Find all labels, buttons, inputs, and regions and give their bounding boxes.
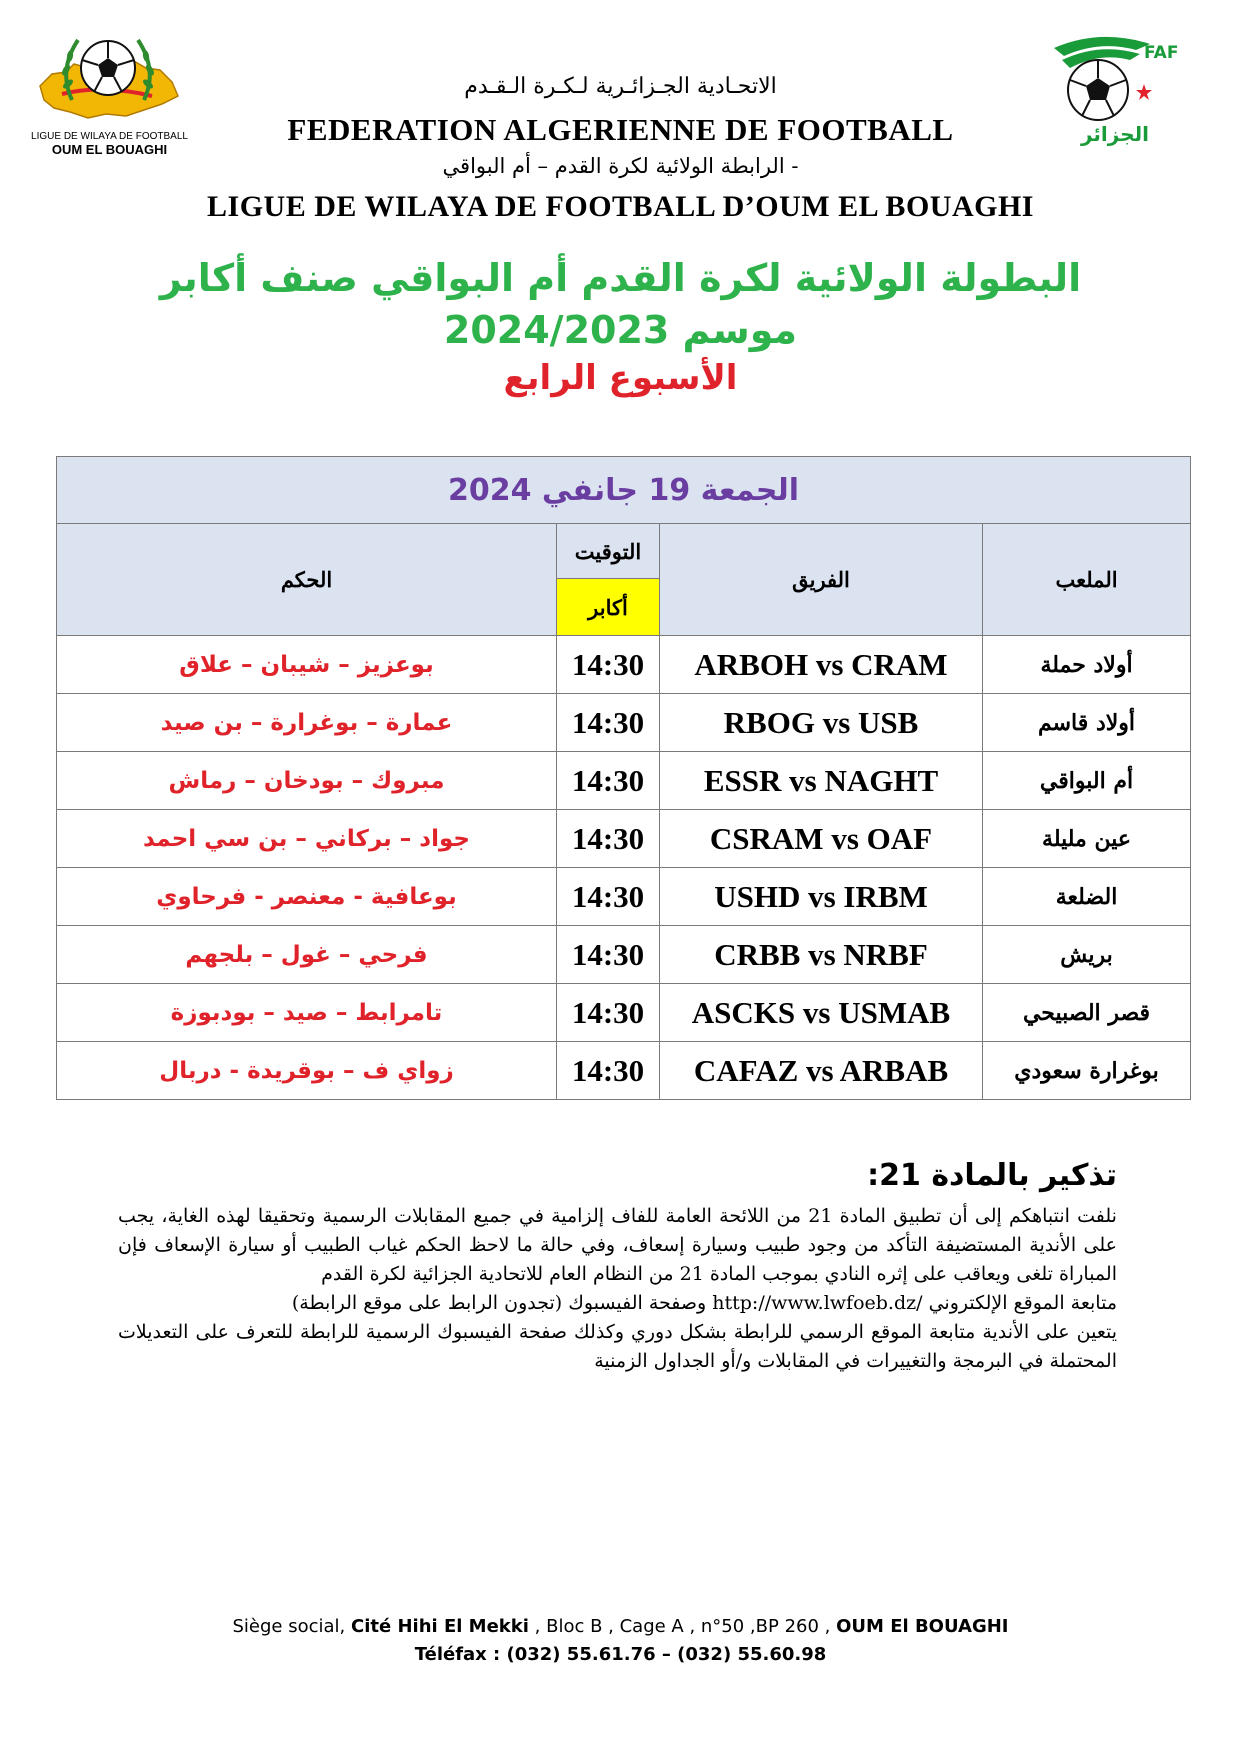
referees-cell: مبروك – بودخان – رماش [57, 752, 557, 810]
header-stadium: الملعب [983, 524, 1191, 636]
referees-cell: تامرابط – صيد – بودبوزة [57, 984, 557, 1042]
match-cell: CAFAZ vs ARBAB [660, 1042, 983, 1100]
referees-cell: جواد – بركاني – بن سي احمد [57, 810, 557, 868]
column-header-row [57, 524, 1191, 579]
faf-logo-caption: الجزائر [1080, 122, 1150, 146]
match-cell: ESSR vs NAGHT [660, 752, 983, 810]
league-logo-line1: LIGUE DE WILAYA DE FOOTBALL [31, 131, 188, 142]
time-cell: 14:30 [557, 636, 660, 694]
reminder-paragraph-article-21: نلفت انتباهكم إلى أن تطبيق المادة 21 من اللائحة العامة للفاف إلزامية في جميع المقابلات الرسمية وتحقيقا لهذه الغاية، يجب على الأندية المستضيفة التأكد من وجود طبيب وسيارة إسعاف، وفي حالة ما لاحظ الحكم غياب الطبيب أو سيارة الإسعاف فإن المباراة تلغى ويعاقب على إثره النادي بموجب المادة 21 من النظام العام للاتحادية الجزائية لكرة القدم [118, 1205, 1117, 1285]
header-referees: الحكم [57, 524, 557, 636]
footer-seat-label: Siège social, [232, 1616, 346, 1637]
time-cell: 14:30 [557, 926, 660, 984]
table-row [57, 926, 1191, 984]
table-row [57, 636, 1191, 694]
time-cell: 14:30 [557, 984, 660, 1042]
table-row [57, 868, 1191, 926]
season-title: موسم 2024/2023 [443, 308, 798, 352]
reminder-body [118, 1202, 1117, 1376]
reminder-title: تذكير بالمادة 21: [867, 1158, 1117, 1193]
table-row [57, 1042, 1191, 1100]
referees-cell: فرحي – غول – بلجهم [57, 926, 557, 984]
match-cell: USHD vs IRBM [660, 868, 983, 926]
schedule-table [56, 456, 1191, 1100]
stadium-cell: قصر الصبيحي [983, 984, 1191, 1042]
match-cell: ASCKS vs USMAB [660, 984, 983, 1042]
federation-name-fr: FEDERATION ALGERIENNE DE FOOTBALL [287, 112, 954, 147]
stadium-cell: بريش [983, 926, 1191, 984]
referees-cell: بوعزيز – شيبان – علاق [57, 636, 557, 694]
referees-cell: بوعافية - معنصر - فرحاوي [57, 868, 557, 926]
stadium-cell: الضلعة [983, 868, 1191, 926]
week-title: الأسبوع الرابع [503, 358, 738, 398]
svg-text:FAF: FAF [1144, 43, 1179, 63]
table-row [57, 694, 1191, 752]
stadium-cell: أولاد قاسم [983, 694, 1191, 752]
stadium-cell: أولاد حملة [983, 636, 1191, 694]
reminder-paragraph-website: متابعة الموقع الإلكتروني /http://www.lwfoeb.dz وصفحة الفيسبوك (تجدون الرابط على موقع الرابطة) [291, 1292, 1117, 1314]
time-cell: 14:30 [557, 752, 660, 810]
time-cell: 14:30 [557, 810, 660, 868]
header-time: التوقيت [557, 524, 660, 579]
league-name-fr: LIGUE DE WILAYA DE FOOTBALL D’OUM EL BOUAGHI [207, 190, 1034, 223]
federation-name-ar: الاتحـادية الجـزائـرية لـكـرة الـقـدم [464, 74, 777, 99]
stadium-cell: أم البواقي [983, 752, 1191, 810]
league-logo-line2: OUM EL BOUAGHI [51, 142, 168, 157]
stadium-cell: بوغرارة سعودي [983, 1042, 1191, 1100]
header-team: الفريق [660, 524, 983, 636]
date-row [57, 457, 1191, 524]
table-row [57, 984, 1191, 1042]
referees-cell: زواي ف – بوقريدة - دربال [57, 1042, 557, 1100]
league-name-ar: الرابطة الولائية لكرة القدم – أم البواقي - [442, 154, 799, 178]
footer-telefax: Téléfax : (032) 55.61.76 – (032) 55.60.98 [414, 1644, 827, 1665]
table-row [57, 752, 1191, 810]
footer-bloc: , Bloc B , Cage A , n°50 ,BP 260 , [534, 1616, 831, 1637]
footer-city: OUM El BOUAGHI [836, 1616, 1009, 1637]
match-cell: CSRAM vs OAF [660, 810, 983, 868]
stadium-cell: عين مليلة [983, 810, 1191, 868]
referees-cell: عمارة – بوغرارة – بن صيد [57, 694, 557, 752]
match-cell: ARBOH vs CRAM [660, 636, 983, 694]
match-cell: RBOG vs USB [660, 694, 983, 752]
header-category: أكابر [557, 579, 660, 636]
match-cell: CRBB vs NRBF [660, 926, 983, 984]
table-row [57, 810, 1191, 868]
reminder-paragraph-facebook: يتعين على الأندية متابعة الموقع الرسمي للرابطة بشكل دوري وكذلك صفحة الفيسبوك الرسمية للرابطة للتعرف على التعديلات المحتملة في البرمجة والتغييرات في المقابلات و/أو الجداول الزمنية [118, 1321, 1117, 1372]
footer-address [0, 1616, 1241, 1637]
championship-title: البطولة الولائية لكرة القدم أم البواقي صنف أكابر [159, 256, 1082, 300]
footer-seat-address: Cité Hihi El Mekki [351, 1616, 529, 1637]
match-date: الجمعة 19 جانفي 2024 [57, 457, 1191, 524]
time-cell: 14:30 [557, 868, 660, 926]
time-cell: 14:30 [557, 1042, 660, 1100]
time-cell: 14:30 [557, 694, 660, 752]
